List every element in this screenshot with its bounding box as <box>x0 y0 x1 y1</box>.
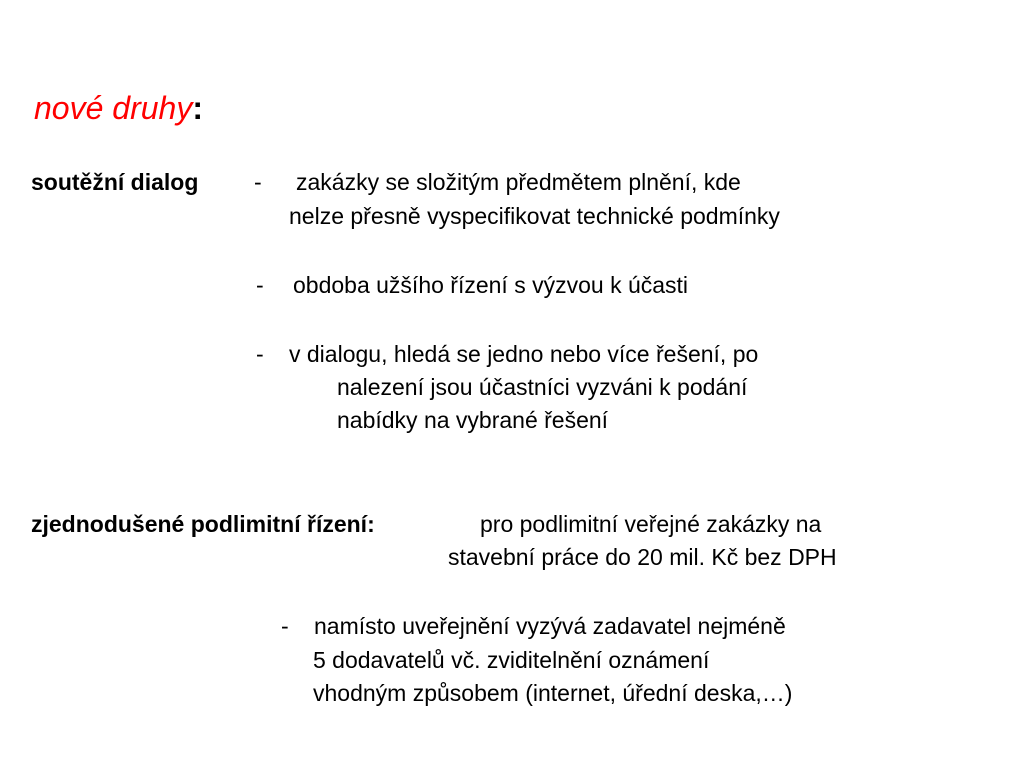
competitive-dialogue-point-2-line-1: obdoba užšího řízení s výzvou k účasti <box>293 272 689 298</box>
simplified-procedure-point-1-line-1: namísto uveřejnění vyzývá zadavatel nejméně <box>314 613 786 639</box>
title-text: nové druhy <box>34 90 193 126</box>
competitive-dialogue-point-1-line-2: nelze přesně vyspecifikovat technické podmínky <box>289 203 780 229</box>
slide-title <box>34 88 203 128</box>
competitive-dialogue-dash-3: - <box>256 341 264 367</box>
simplified-procedure-point-1-line-2: 5 dodavatelů vč. zviditelnění oznámení <box>313 647 710 673</box>
title-colon: : <box>192 90 203 126</box>
simplified-procedure-line-2: stavební práce do 20 mil. Kč bez DPH <box>448 544 837 570</box>
simplified-procedure-line-1: pro podlimitní veřejné zakázky na <box>480 511 822 537</box>
competitive-dialogue-point-3-line-3: nabídky na vybrané řešení <box>337 407 609 433</box>
competitive-dialogue-term: soutěžní dialog <box>31 169 199 195</box>
competitive-dialogue-point-3-line-1: v dialogu, hledá se jedno nebo více řešení, po <box>289 341 759 367</box>
competitive-dialogue-dash-1: - <box>254 169 262 195</box>
competitive-dialogue-point-1-line-1: zakázky se složitým předmětem plnění, kde <box>296 169 741 195</box>
simplified-procedure-term: zjednodušené podlimitní řízení: <box>31 511 375 537</box>
competitive-dialogue-point-3-line-2: nalezení jsou účastníci vyzváni k podání <box>337 374 748 400</box>
competitive-dialogue-dash-2: - <box>256 272 264 298</box>
simplified-procedure-point-1-line-3: vhodným způsobem (internet, úřední deska,…) <box>313 680 793 706</box>
simplified-procedure-dash-1: - <box>281 613 289 639</box>
